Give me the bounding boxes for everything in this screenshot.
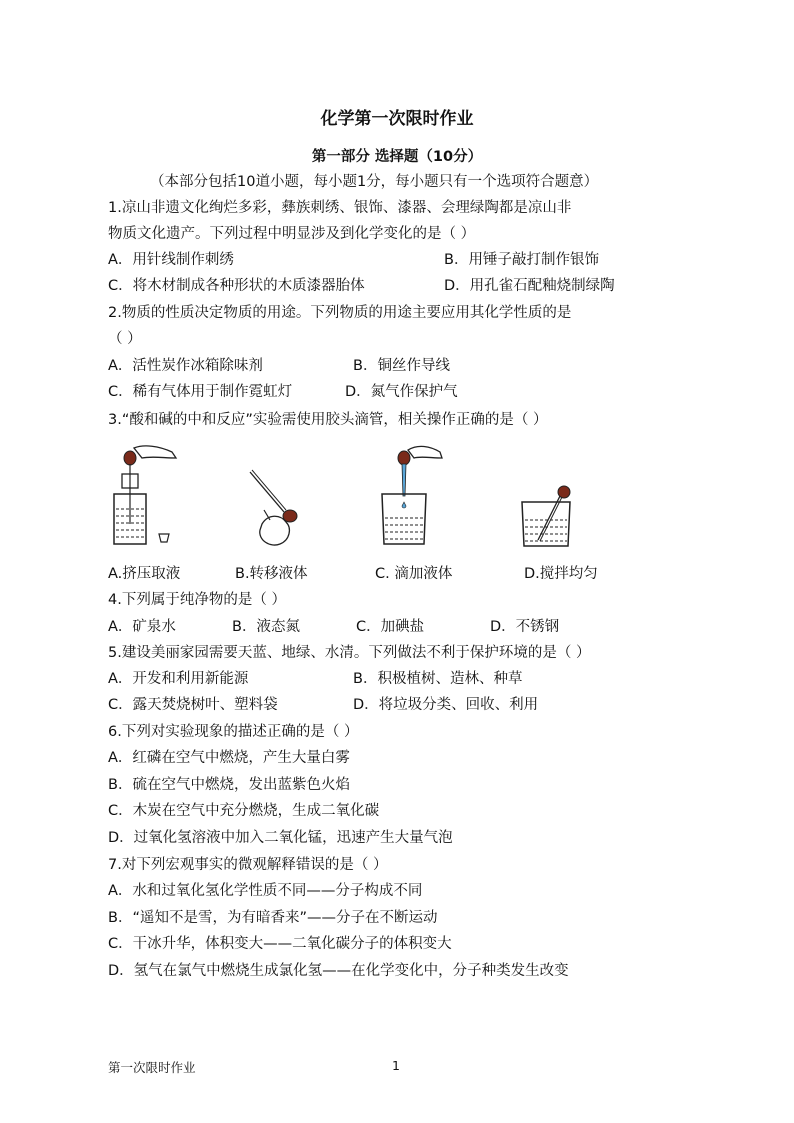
question-4-option-c: C．加碘盐: [356, 619, 425, 635]
section-note: （本部分包括10道小题，每小题1分，每小题只有一个选项符合题意）: [150, 174, 599, 190]
question-4-option-d: D．不锈钢: [490, 619, 560, 635]
question-1-option-a: A．用针线制作刺绣: [108, 252, 234, 268]
question-7-option-d: D．氢气在氯气中燃烧生成氯化氢——在化学变化中，分子种类发生改变: [108, 963, 569, 979]
footer-label: 第一次限时作业: [108, 1060, 196, 1075]
question-4-option-b: B．液态氮: [232, 619, 300, 635]
question-4-option-a: A．矿泉水: [108, 619, 176, 635]
question-7-stem: 7.对下列宏观事实的微观解释错误的是（ ）: [108, 857, 388, 873]
page-number: 1: [392, 1058, 400, 1073]
question-5-option-d: D．将垃圾分类、回收、利用: [353, 697, 539, 713]
question-7-option-a: A．水和过氧化氢化学性质不同——分子构成不同: [108, 883, 423, 899]
question-1-option-d: D．用孔雀石配釉烧制绿陶: [444, 278, 615, 294]
question-5-option-b: B．积极植树、造林、种草: [353, 671, 523, 687]
question-2-option-b: B．铜丝作导线: [353, 358, 450, 374]
figure-b-transfer-dropper: [240, 444, 310, 554]
question-2-option-d: D．氮气作保护气: [345, 384, 458, 400]
section-heading: 第一部分 选择题（10分）: [311, 149, 483, 165]
question-6-option-b: B．硫在空气中燃烧，发出蓝紫色火焰: [108, 777, 350, 793]
figure-c-dropping-liquid: [374, 444, 454, 554]
question-1-option-c: C．将木材制成各种形状的木质漆器胎体: [108, 278, 365, 294]
question-6-option-c: C．木炭在空气中充分燃烧，生成二氧化碳: [108, 803, 380, 819]
question-3-option-a: A.挤压取液: [108, 566, 181, 582]
question-5-option-c: C．露天焚烧树叶、塑料袋: [108, 697, 278, 713]
question-2-option-c: C．稀有气体用于制作霓虹灯: [108, 384, 293, 400]
question-5-option-a: A．开发和利用新能源: [108, 671, 249, 687]
question-3-option-b: B.转移液体: [235, 566, 308, 582]
question-6-stem: 6.下列对实验现象的描述正确的是（ ）: [108, 724, 359, 740]
question-1-option-b: B．用锤子敲打制作银饰: [444, 252, 599, 268]
figure-a-dropper-bottle: [104, 444, 184, 554]
question-2-stem-cont: （ ）: [108, 331, 142, 347]
question-2-stem: 2.物质的性质决定物质的用途。下列物质的用途主要应用其化学性质的是: [108, 305, 572, 321]
question-1-stem-cont: 物质文化遗产。下列过程中明显涉及到化学变化的是（ ）: [108, 226, 476, 242]
question-6-option-a: A．红磷在空气中燃烧，产生大量白雾: [108, 750, 350, 766]
question-6-option-d: D．过氧化氢溶液中加入二氧化锰，迅速产生大量气泡: [108, 830, 453, 846]
question-3-stem: 3.“酸和碱的中和反应”实验需使用胶头滴管，相关操作正确的是（ ）: [108, 412, 548, 428]
question-3-option-c: C. 滴加液体: [375, 566, 453, 582]
question-1-stem: 1.凉山非遗文化绚烂多彩，彝族刺绣、银饰、漆器、会理绿陶都是凉山非: [108, 200, 572, 216]
question-7-option-c: C．干冰升华，体积变大——二氧化碳分子的体积变大: [108, 936, 452, 952]
question-4-stem: 4.下列属于纯净物的是（ ）: [108, 592, 286, 608]
question-3-option-d: D.搅拌均匀: [524, 566, 598, 582]
document-title: 化学第一次限时作业: [320, 109, 474, 129]
question-7-option-b: B．“遥知不是雪，为有暗香来”——分子在不断运动: [108, 910, 438, 926]
question-2-option-a: A．活性炭作冰箱除味剂: [108, 358, 263, 374]
question-5-stem: 5.建设美丽家园需要天蓝、地绿、水清。下列做法不利于保护环境的是（ ）: [108, 645, 591, 661]
figure-d-stirring: [510, 444, 590, 554]
